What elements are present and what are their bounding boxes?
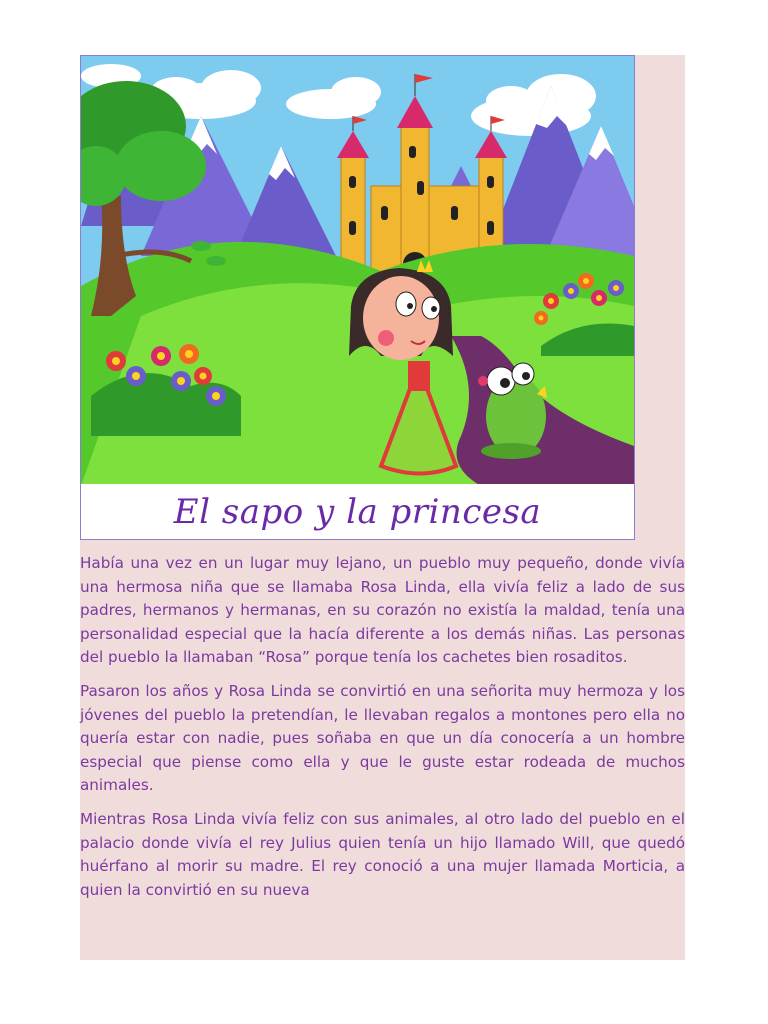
story-text [80,552,685,912]
book-title: El sapo y la princesa [173,491,542,532]
paragraph: Pasaron los años y Rosa Linda se convirtió en una señorita muy hermoza y los jóvenes del pueblo la pretendían, le llevaban regalos a montones pero ella no quería estar con nadie, pues soñaba en que un día conocería a un hombre especial que piense como ella y que le guste estar rodeada de muchos animales. [80,681,685,795]
fairytale-scene-image [81,56,634,486]
paragraph: Mientras Rosa Linda vivía feliz con sus animales, al otro lado del pueblo en el palacio donde vivía el rey Julius quien tenía un hijo llamado Will, que quedó huérfano al morir su madre. El rey conoció a una mujer llamada Morticia, a quien la convirtió en su nueva [80,809,685,899]
paragraph: Había una vez en un lugar muy lejano, un pueblo muy pequeño, donde vivía una hermosa niña que se llamaba Rosa Linda, ella vivía feliz a lado de sus padres, hermanos y hermanas, en su corazón no existía la maldad, tenía una personalidad especial que la hacía diferente a los demás niñas. Las personas del pueblo la llamaban “Rosa” porque tenía los cachetes bien rosaditos. [80,554,685,667]
cover-illustration [80,55,635,540]
cover-title-band [81,484,634,539]
document-page [80,55,685,960]
